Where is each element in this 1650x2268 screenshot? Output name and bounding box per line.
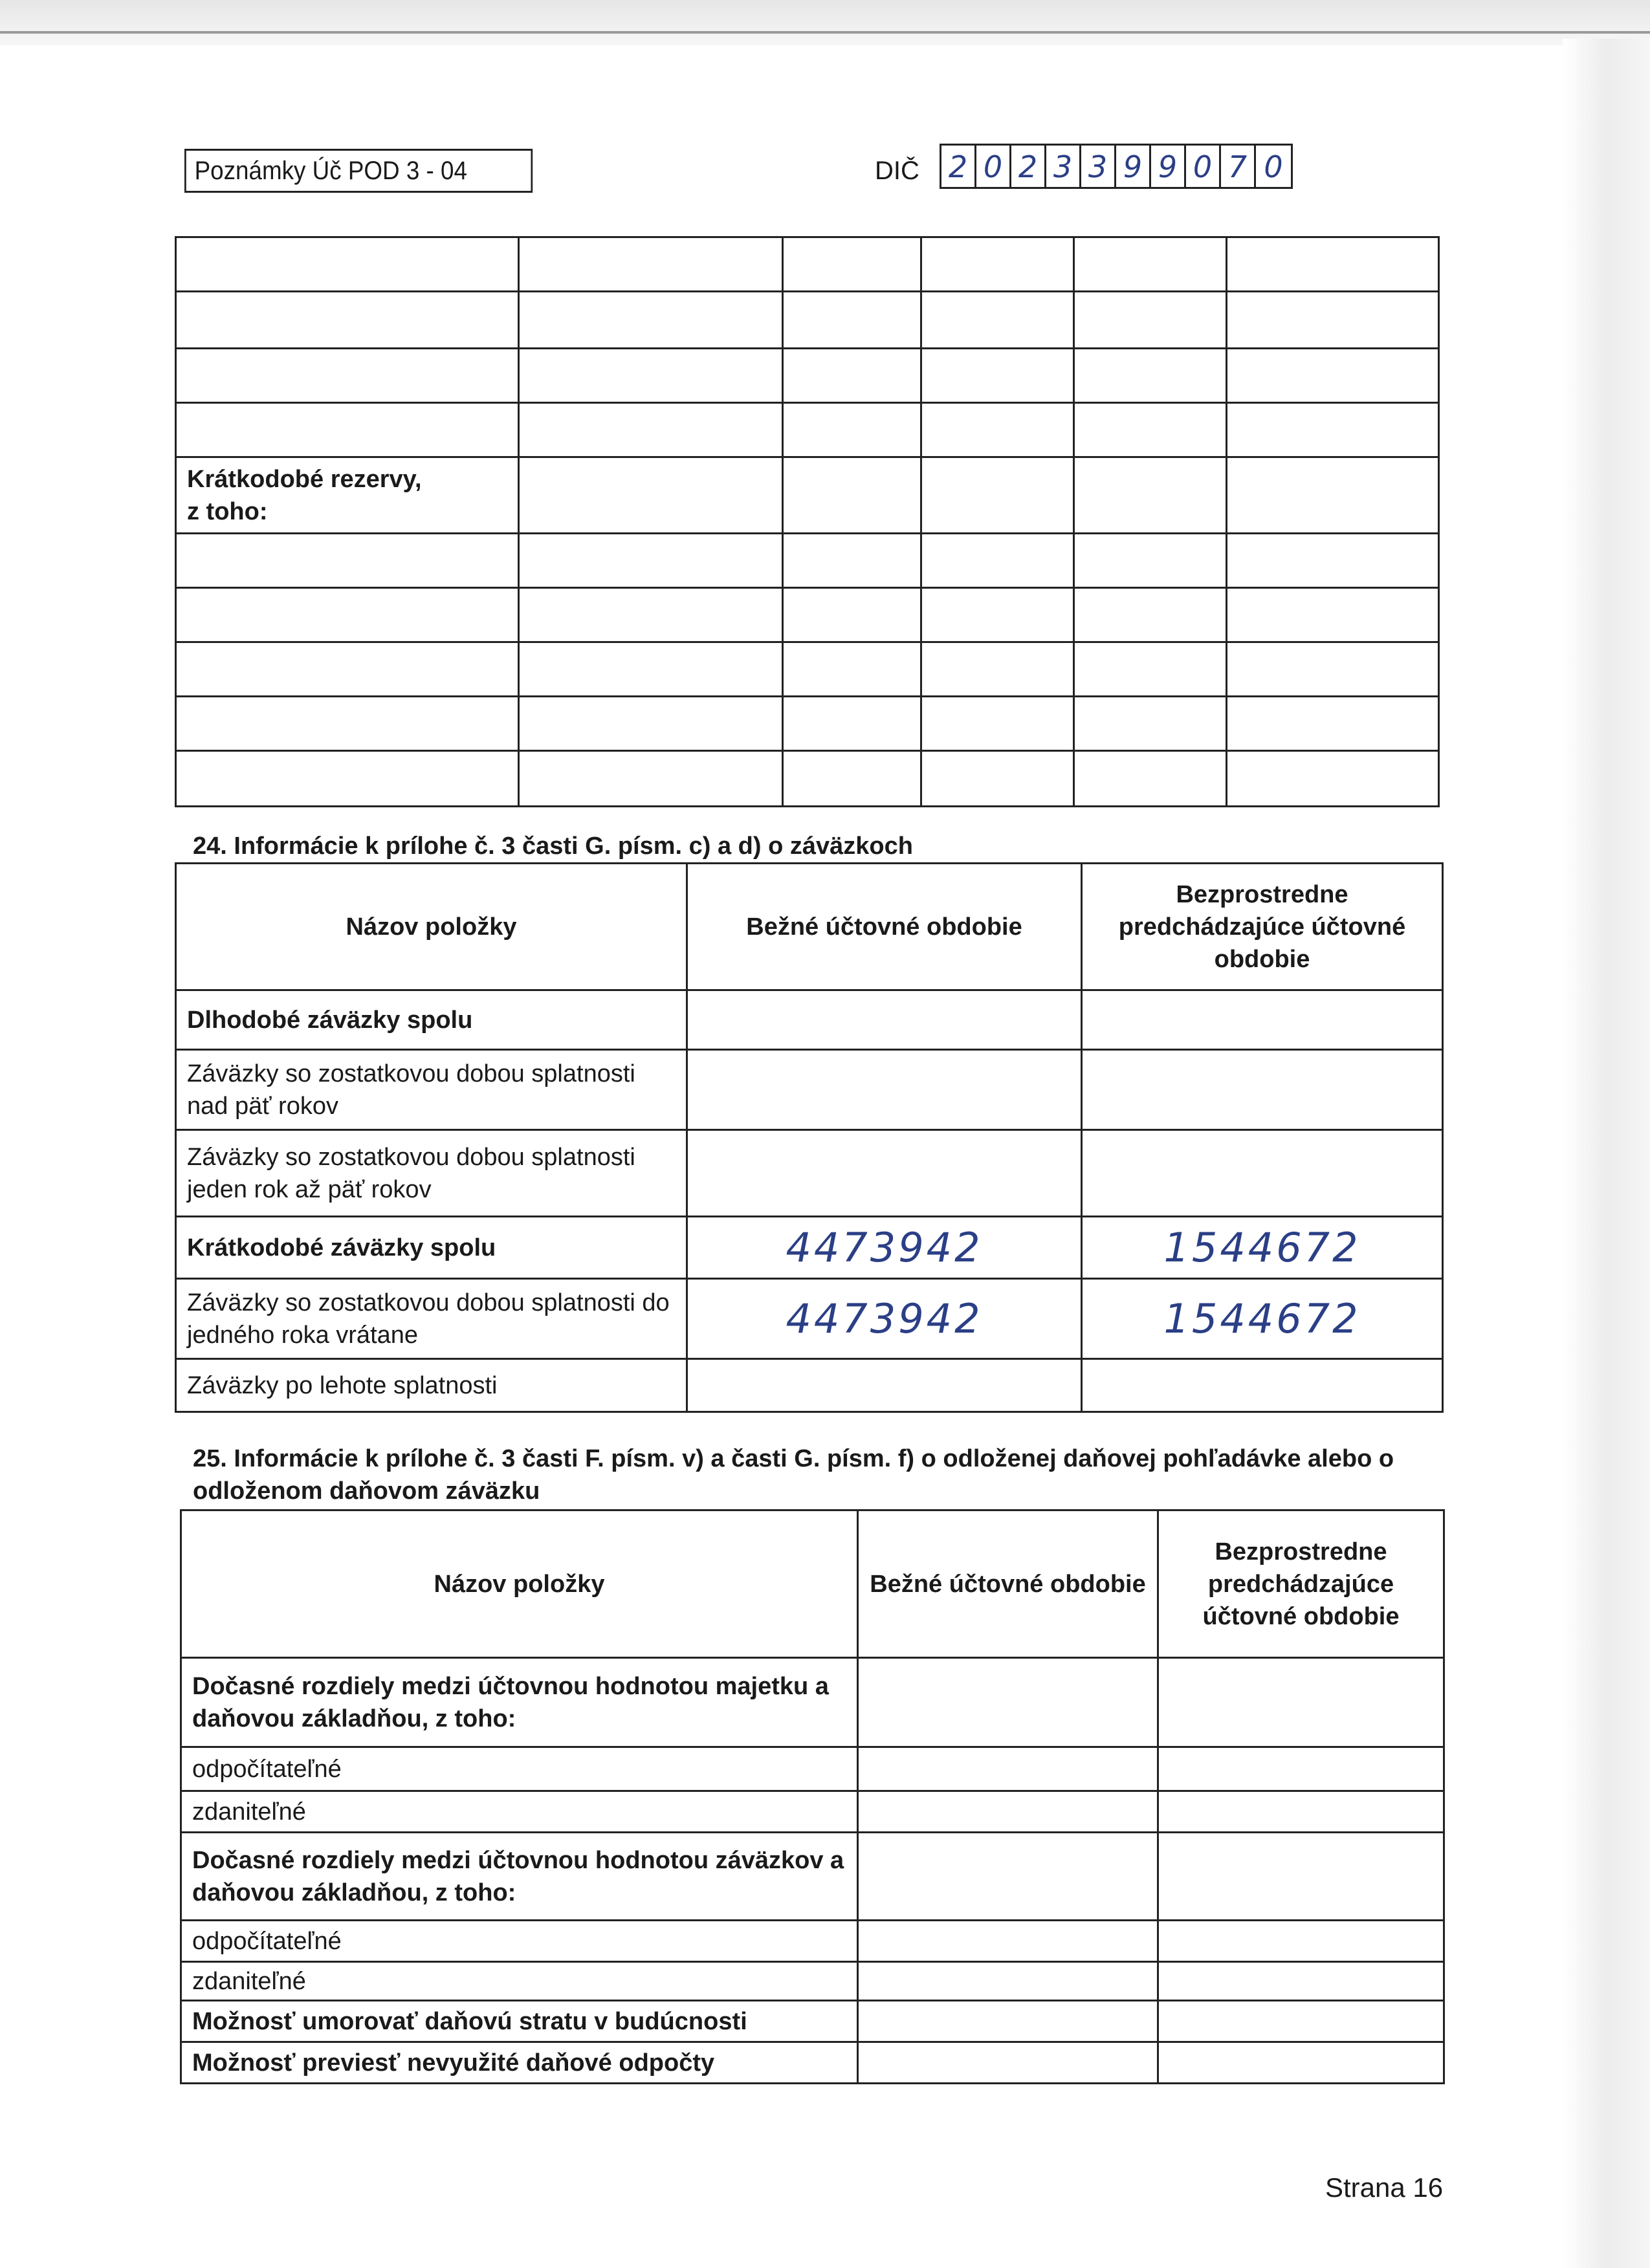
current-value: [687, 1130, 1082, 1217]
value-cell: [1074, 534, 1227, 588]
value-cell: [519, 403, 783, 457]
table-row: [176, 1279, 1443, 1359]
row-label: Dočasné rozdiely medzi účtovnou hodnotou majetku a daňovou základňou, z toho:: [181, 1658, 858, 1747]
value-cell: [783, 292, 921, 349]
dic-digit: 2: [1011, 146, 1046, 187]
col-previous-period: Bezprostredne predchádzajúce účtovné obdobie: [1158, 1510, 1444, 1658]
value-cell: [921, 751, 1074, 807]
row-label: Dočasné rozdiely medzi účtovnou hodnotou záväzkov a daňovou základňou, z toho:: [181, 1833, 858, 1921]
value-cell: [858, 1747, 1158, 1791]
dic-digit: 2: [941, 146, 976, 187]
value-cell: [1227, 349, 1439, 403]
value-cell: [1158, 2042, 1444, 2084]
value-cell: [519, 237, 783, 292]
value-cell: [1158, 1962, 1444, 2001]
row-label: [176, 751, 519, 807]
value-cell: [858, 1962, 1158, 2001]
value-cell: [858, 1791, 1158, 1833]
table-row: [181, 1833, 1444, 1921]
value-cell: [783, 697, 921, 751]
value-cell: [1227, 403, 1439, 457]
value-cell: [858, 1921, 1158, 1962]
current-value: [687, 1050, 1082, 1130]
value-cell: [1074, 349, 1227, 403]
value-cell: [1074, 642, 1227, 697]
col-current-period: Bežné účtovné obdobie: [858, 1510, 1158, 1658]
row-label: Dlhodobé záväzky spolu: [176, 990, 687, 1050]
row-label: [176, 237, 519, 292]
value-cell: [1227, 237, 1439, 292]
row-label: [176, 534, 519, 588]
previous-value: [1082, 1050, 1443, 1130]
value-cell: [921, 349, 1074, 403]
value-cell: [1227, 697, 1439, 751]
section-24-title: 24. Informácie k prílohe č. 3 časti G. písm. c) a d) o záväzkoch: [193, 833, 913, 860]
table-row: [176, 1050, 1443, 1130]
dic-digit: 3: [1046, 146, 1081, 187]
scan-right-shadow: [1563, 39, 1650, 2268]
liabilities-table: [175, 862, 1444, 1413]
row-label: Záväzky so zostatkovou dobou splatnosti do jedného roka vrátane: [176, 1279, 687, 1359]
value-cell: [783, 457, 921, 534]
value-cell: [783, 237, 921, 292]
current-value: [687, 990, 1082, 1050]
value-cell: [783, 534, 921, 588]
dic-digit: 0: [1186, 146, 1221, 187]
row-label: Záväzky so zostatkovou dobou splatnosti nad päť rokov: [176, 1050, 687, 1130]
row-label: odpočítateľné: [181, 1921, 858, 1962]
value-cell: [519, 292, 783, 349]
value-cell: [921, 457, 1074, 534]
dic-digit: 3: [1081, 146, 1116, 187]
value-cell: [1158, 1747, 1444, 1791]
value-cell: [1158, 2001, 1444, 2042]
table-row: [181, 1921, 1444, 1962]
value-cell: [783, 588, 921, 642]
current-value: 4473942: [687, 1279, 1082, 1359]
value-cell: [1158, 1658, 1444, 1747]
value-cell: [519, 697, 783, 751]
col-item-name: Názov položky: [181, 1510, 858, 1658]
value-cell: [519, 642, 783, 697]
col-current-period: Bežné účtovné obdobie: [687, 864, 1082, 990]
value-cell: [921, 534, 1074, 588]
table-row: [181, 1747, 1444, 1791]
table-row: [176, 534, 1439, 588]
previous-value: 1544672: [1082, 1279, 1443, 1359]
previous-value: [1082, 1130, 1443, 1217]
value-cell: [1227, 642, 1439, 697]
value-cell: [519, 349, 783, 403]
row-label: Krátkodobé záväzky spolu: [176, 1217, 687, 1279]
value-cell: [1227, 534, 1439, 588]
section-25-title: 25. Informácie k prílohe č. 3 časti F. písm. v) a časti G. písm. f) o odloženej daňovej pohľadávke alebo o odloženom daňovom záväzku: [193, 1445, 1394, 1505]
previous-value: 1544672: [1082, 1217, 1443, 1279]
value-cell: [1158, 1833, 1444, 1921]
table-row: [176, 588, 1439, 642]
row-label: zdaniteľné: [181, 1962, 858, 2001]
dic-digit: 0: [1264, 149, 1283, 184]
table-row: [176, 1130, 1443, 1217]
previous-value: [1082, 990, 1443, 1050]
table-row: [176, 403, 1439, 457]
row-label: Záväzky so zostatkovou dobou splatnosti jeden rok až päť rokov: [176, 1130, 687, 1217]
dic-digit: 9: [1116, 146, 1151, 187]
row-label: Krátkodobé rezervy, z toho:: [176, 457, 519, 534]
dic-digit: 0: [976, 146, 1011, 187]
value-cell: [1074, 751, 1227, 807]
value-cell: [1158, 1921, 1444, 1962]
value-cell: [783, 349, 921, 403]
value-cell: [1074, 292, 1227, 349]
scan-top-edge: [0, 31, 1650, 34]
row-label: Možnosť umorovať daňovú stratu v budúcnosti: [181, 2001, 858, 2042]
current-value: [687, 1359, 1082, 1412]
value-cell: [783, 642, 921, 697]
dic-digit: 9: [1151, 146, 1186, 187]
table-row: [181, 1962, 1444, 2001]
table-row: [176, 457, 1439, 534]
value-cell: [519, 457, 783, 534]
value-cell: [519, 588, 783, 642]
table-row: [181, 2001, 1444, 2042]
table-row: [176, 990, 1443, 1050]
row-label: zdaniteľné: [181, 1791, 858, 1833]
value-cell: [1074, 697, 1227, 751]
table-row: [181, 1658, 1444, 1747]
value-cell: [783, 751, 921, 807]
current-value: 4473942: [687, 1217, 1082, 1279]
row-label: [176, 697, 519, 751]
table-row: [176, 292, 1439, 349]
value-cell: [1074, 457, 1227, 534]
row-label: [176, 588, 519, 642]
deferred-tax-table: [180, 1509, 1445, 2084]
row-label: [176, 642, 519, 697]
row-label: [176, 403, 519, 457]
table-row: [176, 237, 1439, 292]
value-cell: [1074, 588, 1227, 642]
row-label: Záväzky po lehote splatnosti: [176, 1359, 687, 1412]
value-cell: [858, 1833, 1158, 1921]
value-cell: [921, 403, 1074, 457]
value-cell: [519, 534, 783, 588]
page-number: Strana 16: [1325, 2172, 1444, 2203]
value-cell: [921, 292, 1074, 349]
table-row: [181, 2042, 1444, 2084]
value-cell: [1227, 457, 1439, 534]
value-cell: [921, 642, 1074, 697]
previous-value: [1082, 1359, 1443, 1412]
scan-top-shadow: [0, 0, 1650, 45]
col-item-name: Názov položky: [176, 864, 687, 990]
reserves-table: [175, 236, 1440, 807]
row-label: [176, 292, 519, 349]
dic-field: [940, 144, 1293, 189]
value-cell: [1227, 751, 1439, 807]
value-cell: [921, 697, 1074, 751]
row-label: [176, 349, 519, 403]
value-cell: [519, 751, 783, 807]
value-cell: [1074, 403, 1227, 457]
value-cell: [1227, 292, 1439, 349]
col-previous-period: Bezprostredne predchádzajúce účtovné obdobie: [1082, 864, 1443, 990]
value-cell: [858, 2042, 1158, 2084]
value-cell: [921, 588, 1074, 642]
form-label: Poznámky Úč POD 3 - 04: [184, 149, 533, 193]
value-cell: [921, 237, 1074, 292]
value-cell: [1158, 1791, 1444, 1833]
table-row: [176, 697, 1439, 751]
value-cell: [1227, 588, 1439, 642]
table-row: [176, 1359, 1443, 1412]
table-row: [176, 642, 1439, 697]
table-row: [176, 1217, 1443, 1279]
dic-label: DIČ: [875, 157, 919, 185]
value-cell: [1074, 237, 1227, 292]
value-cell: [858, 2001, 1158, 2042]
value-cell: [858, 1658, 1158, 1747]
table-row: [176, 751, 1439, 807]
table-row: [176, 349, 1439, 403]
value-cell: [783, 403, 921, 457]
row-label: Možnosť previesť nevyužité daňové odpočty: [181, 2042, 858, 2084]
row-label: odpočítateľné: [181, 1747, 858, 1791]
dic-digit: 7: [1221, 146, 1256, 187]
table-row: [181, 1791, 1444, 1833]
